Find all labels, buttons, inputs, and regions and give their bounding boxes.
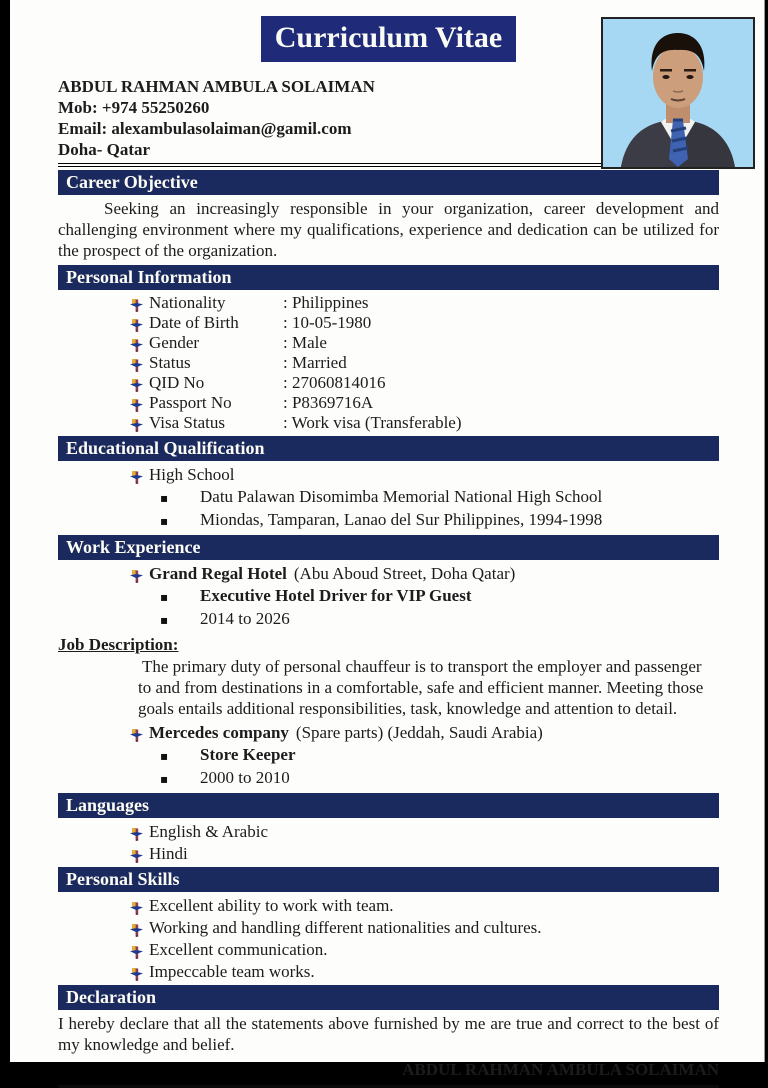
skill-item: Excellent communication. <box>149 940 328 959</box>
section-header-declaration: Declaration <box>58 985 719 1010</box>
job-role-row <box>58 585 719 608</box>
ribbon-bullet-icon <box>130 921 149 934</box>
personal-info-row <box>58 333 719 353</box>
square-bullet-icon: ▪ <box>160 749 169 763</box>
job-company-row <box>58 722 719 743</box>
language-row <box>58 821 719 842</box>
career-objective-text: Seeking an increasingly responsible in your organization, career development and challenging environment where my qualifications, experience and dedication can be utilized for the prospect of the organization. <box>58 199 719 260</box>
contact-name: ABDUL RAHMAN AMBULA SOLAIMAN <box>58 77 375 96</box>
skill-row <box>58 895 719 916</box>
language-row <box>58 843 719 864</box>
personal-info-row <box>58 393 719 413</box>
info-value: : P8369716A <box>283 393 374 412</box>
info-value: : Work visa (Transferable) <box>283 413 462 432</box>
section-header-career-objective: Career Objective <box>58 170 719 195</box>
square-bullet-icon: ▪ <box>160 514 169 528</box>
ribbon-bullet-icon <box>130 899 149 912</box>
square-bullet-icon: ▪ <box>160 491 169 505</box>
ribbon-bullet-icon <box>130 726 149 739</box>
square-bullet-icon: ▪ <box>160 613 169 627</box>
ribbon-bullet-icon <box>130 417 149 430</box>
job-period: 2014 to 2026 <box>200 609 290 628</box>
ribbon-bullet-icon <box>130 357 149 370</box>
info-value: : Married <box>283 353 347 372</box>
contact-location: Doha- Qatar <box>58 140 151 159</box>
info-value: : Philippines <box>283 293 369 312</box>
job-role: Executive Hotel Driver for VIP Guest <box>200 586 472 605</box>
job-period: 2000 to 2010 <box>200 768 290 787</box>
education-detail: Miondas, Tamparan, Lanao del Sur Philippines, 1994-1998 <box>200 510 603 529</box>
job-description-text: The primary duty of personal chauffeur is to transport the employer and passenger to and from destinations in a comfortable, safe and efficient manner. Meeting those goals entails additional responsibilities, task, knowledge and attention to detail. <box>138 657 704 718</box>
job-role-row <box>58 744 719 767</box>
info-label: Visa Status <box>149 413 225 432</box>
contact-email: Email: alexambulasolaiman@gamil.com <box>58 119 352 138</box>
section-header-education: Educational Qualification <box>58 436 719 461</box>
skill-row <box>58 917 719 938</box>
personal-information-list <box>58 293 719 433</box>
section-header-personal-information: Personal Information <box>58 265 719 290</box>
ribbon-bullet-icon <box>130 468 149 481</box>
personal-info-row <box>58 293 719 313</box>
info-label: QID No <box>149 373 205 392</box>
section-header-languages: Languages <box>58 793 719 818</box>
section-header-personal-skills: Personal Skills <box>58 867 719 892</box>
ribbon-bullet-icon <box>130 825 149 838</box>
ribbon-bullet-icon <box>130 297 149 310</box>
job-location: (Abu Aboud Street, Doha Qatar) <box>293 564 516 583</box>
ribbon-bullet-icon <box>130 337 149 350</box>
job-period-row <box>58 608 719 631</box>
info-value: : Male <box>283 333 327 352</box>
personal-info-row <box>58 413 719 433</box>
page-title: Curriculum Vitae <box>261 16 516 62</box>
skill-row <box>58 939 719 960</box>
info-label: Gender <box>149 333 200 352</box>
education-detail-row <box>58 509 719 532</box>
info-label: Date of Birth <box>149 313 239 332</box>
info-value: : 27060814016 <box>283 373 386 392</box>
ribbon-bullet-icon <box>130 847 149 860</box>
language-item: Hindi <box>149 844 188 863</box>
info-label: Nationality <box>149 293 226 312</box>
job-company: Mercedes company <box>149 723 289 742</box>
info-label: Status <box>149 353 191 372</box>
personal-info-row <box>58 353 719 373</box>
education-level-row <box>58 464 719 485</box>
education-detail-row <box>58 486 719 509</box>
education-level: High School <box>149 465 235 484</box>
personal-info-row <box>58 373 719 393</box>
job-role: Store Keeper <box>200 745 296 764</box>
section-header-work-experience: Work Experience <box>58 535 719 560</box>
personal-info-row <box>58 313 719 333</box>
job-company: Grand Regal Hotel <box>149 564 287 583</box>
cv-content <box>10 0 764 1088</box>
ribbon-bullet-icon <box>130 317 149 330</box>
skill-item: Excellent ability to work with team. <box>149 896 394 915</box>
ribbon-bullet-icon <box>130 943 149 956</box>
signature-name: ABDUL RAHMAN AMBULA SOLAIMAN <box>402 1060 719 1079</box>
job-period-row <box>58 767 719 790</box>
declaration-text: I hereby declare that all the statements above furnished by me are true and correct to the best of my knowledge and belief. <box>58 1014 719 1054</box>
skill-row <box>58 961 719 982</box>
info-value: : 10-05-1980 <box>283 313 372 332</box>
ribbon-bullet-icon <box>130 567 149 580</box>
job-description-heading: Job Description: <box>58 635 179 654</box>
ribbon-bullet-icon <box>130 397 149 410</box>
ribbon-bullet-icon <box>130 377 149 390</box>
contact-mobile: Mob: +974 55250260 <box>58 98 210 117</box>
skill-item: Working and handling different nationalities and cultures. <box>149 918 542 937</box>
ribbon-bullet-icon <box>130 965 149 978</box>
square-bullet-icon: ▪ <box>160 772 169 786</box>
education-detail: Datu Palawan Disomimba Memorial National High School <box>200 487 603 506</box>
info-label: Passport No <box>149 393 232 412</box>
language-item: English & Arabic <box>149 822 268 841</box>
skill-item: Impeccable team works. <box>149 962 315 981</box>
cv-page <box>10 0 765 1079</box>
job-company-row <box>58 563 719 584</box>
square-bullet-icon: ▪ <box>160 590 169 604</box>
job-location: (Spare parts) (Jeddah, Saudi Arabia) <box>295 723 543 742</box>
applicant-photo <box>601 17 755 169</box>
portrait-illustration <box>603 19 753 167</box>
